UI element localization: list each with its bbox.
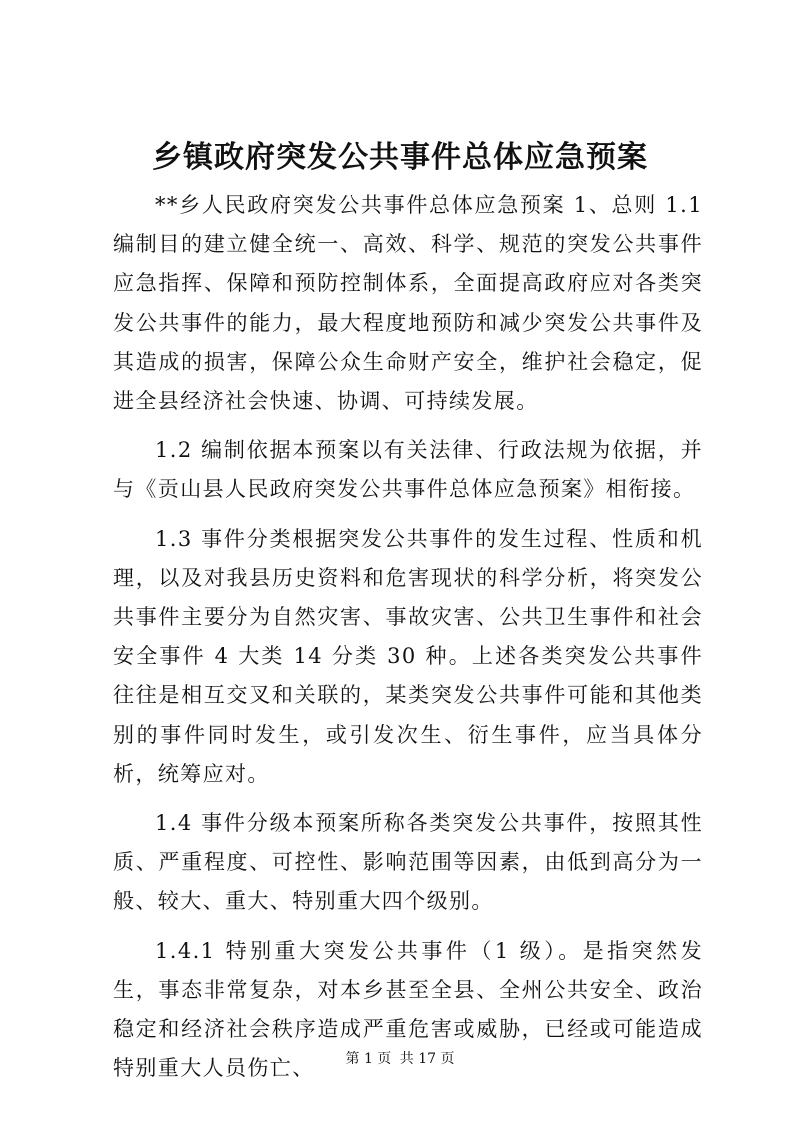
total-pages: 共 17 页 — [399, 1051, 455, 1067]
paragraph-level-one: 1.4.1 特别重大突发公共事件（1 级）。是指突然发生，事态非常复杂，对本乡甚至全县、全州公共安全、政治稳定和经济社会秩序造成严重危害或威胁，已经或可能造成特别重大人员伤亡、 — [113, 938, 703, 1081]
paragraph-general-purpose: **乡人民政府突发公共事件总体应急预案 1、总则 1.1 编制目的建立健全统一、高效、科学、规范的突发公共事件应急指挥、保障和预防控制体系，全面提高政府应对各类突发公共事件的能力，最大程度地预防和减少突发公共事件及其造成的损害，保障公众生命财产安全，维护社会稳定，促进全县经济社会快速、协调、可持续发展。 — [113, 193, 703, 414]
paragraph-classification: 1.3 事件分类根据突发公共事件的发生过程、性质和机理，以及对我县历史资料和危害现状的科学分析，将突发公共事件主要分为自然灾害、事故灾害、公共卫生事件和社会安全事件 4 大类 14 分类 30 种。上述各类突发公共事件往往是相互交叉和关联的，某类突发公共事件可能和其他类别的事件同时发生，或引发次生、衍生事件，应当具体分析，统筹应对。 — [113, 526, 703, 786]
document-title: 乡镇政府突发公共事件总体应急预案 — [152, 140, 648, 175]
page-footer — [0, 1049, 800, 1069]
document-body — [113, 186, 703, 1098]
page-number: 第 1 页 — [345, 1051, 392, 1067]
paragraph-grading: 1.4 事件分级本预案所称各类突发公共事件，按照其性质、严重程度、可控性、影响范围等因素，由低到高分为一般、较大、重大、特别重大四个级别。 — [113, 811, 703, 914]
paragraph-basis: 1.2 编制依据本预案以有关法律、行政法规为依据，并与《贡山县人民政府突发公共事件总体应急预案》相衔接。 — [113, 438, 703, 502]
